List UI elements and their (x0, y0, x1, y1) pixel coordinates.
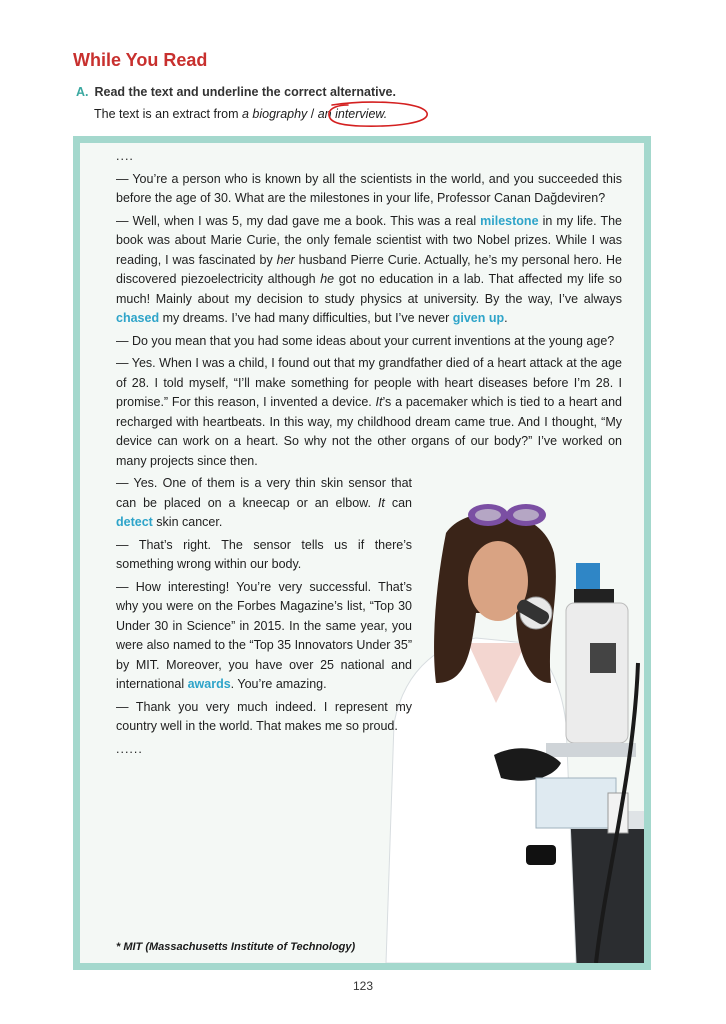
section-heading: While You Read (73, 50, 208, 70)
exercise-letter: A. (76, 85, 89, 99)
footnote: * MIT (Massachusetts Institute of Technology) (116, 941, 356, 953)
sentence-prefix: The text is an extract from (94, 107, 242, 121)
keyword-given-up: given up (452, 311, 505, 325)
answer-1: — Well, when I was 5, my dad gave me a book. This was a real milestone in my life. The book was about Marie Curie, the only female scientist with two Nobel prizes. While I was reading, I was fascinated by her husband Pierre Curie. Actually, he’s my personal hero. He discovered piezoelectricity although he got no education in a lab. That affected my life so much! Mainly about my decision to study physics at university. By the way, I’ve always chased my dreams. I’ve had many difficulties, but I’ve never given up. (116, 213, 622, 325)
keyword-milestone: milestone (480, 213, 539, 228)
exercise-instruction (76, 85, 396, 99)
option-separator: / (307, 107, 318, 121)
answer-2: — Yes. When I was a child, I found out that my grandfather died of a heart attack at the age of 28. I told myself, “I’ll make something for people with heart diseases before I’m 28. I promise.” For this reason, I invented a device. It’s a pacemaker which is tied to a heart and recharged with heartbeats. In this way, my childhood dream came true. And I thought, “My device can work on a heart. So why not the other organs of our body?” I’ve worked on many projects since then. (116, 356, 622, 468)
article-panel (73, 136, 651, 970)
option-biography[interactable]: a biography (241, 107, 308, 121)
question-2: — Do you mean that you had some ideas about your current inventions at the young age? (116, 333, 615, 348)
ellipsis-start: .... (116, 149, 134, 163)
page-number: 123 (352, 979, 374, 993)
keyword-awards: awards (187, 677, 231, 691)
keyword-detect: detect (116, 515, 153, 529)
instruction-text: Read the text and underline the correct alternative. (94, 85, 396, 99)
answer-3: — Yes. One of them is a very thin skin sensor that can be placed on a kneecap or an elbow. It can detect skin cancer. (116, 476, 412, 529)
keyword-chased: chased (116, 311, 160, 325)
exercise-sentence (94, 107, 387, 121)
article-panel-inner (80, 143, 644, 963)
question-4: — How interesting! You’re very successful. That’s why you were on the Forbes Magazine’s list, “Top 30 Under 30 in Science” in 2015. In the same year, you were also named to the “Top 35 Innovators Under 35” by MIT. Moreover, you have over 25 national and international awards. You’re amazing. (116, 579, 413, 691)
option-interview[interactable]: an interview. (317, 107, 388, 121)
article-text (116, 147, 622, 762)
answer-4: — Thank you very much indeed. I represent my country well in the world. That makes me so proud. (116, 699, 412, 733)
question-1: — You’re a person who is known by all the scientists in the world, and you succeeded this before the age of 30. What are the milestones in your life, Professor Canan Dağdeviren? (116, 171, 622, 205)
question-3: — That’s right. The sensor tells us if there’s something wrong within our body. (116, 537, 412, 571)
ellipsis-end: ...... (116, 741, 143, 756)
